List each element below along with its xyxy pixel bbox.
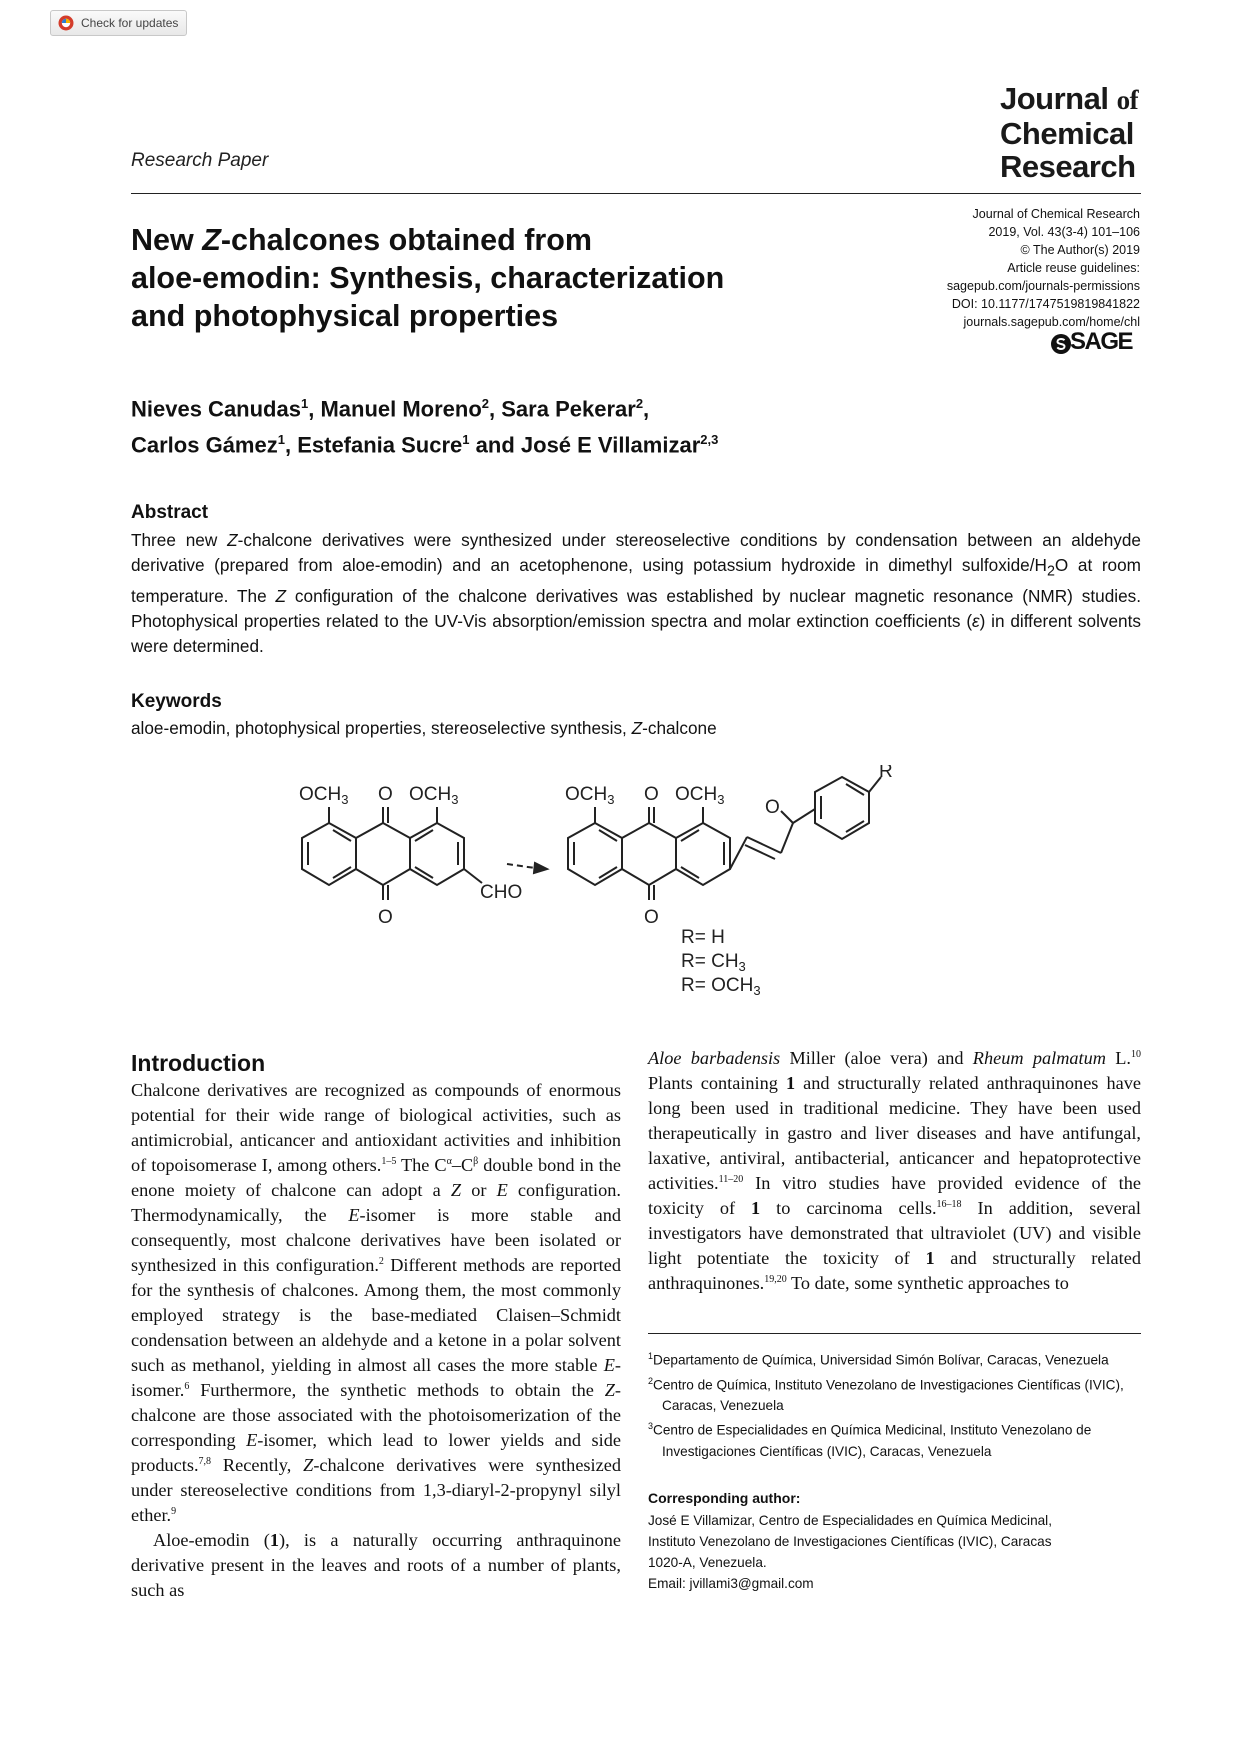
citation[interactable]: 10	[1131, 1048, 1141, 1060]
author-conjunction: and	[475, 432, 515, 458]
label-oxygen: O	[644, 907, 659, 928]
author-affil-sup: 1	[277, 432, 285, 448]
author-list: Nieves Canudas$^1$, Manuel Moreno$^2$, Sara Pekerar$^2$, Carlos Gámez$^1$, Estefania Sucre$^1$ and José E Villamizar$^{2,3}$	[131, 396, 719, 458]
citation[interactable]: 16–18	[936, 1198, 962, 1210]
label-och3: $OCH_3$	[565, 784, 615, 807]
label-oxygen: O	[644, 784, 659, 805]
crossmark-icon	[58, 15, 74, 31]
sage-s-icon	[1050, 333, 1072, 355]
r-substituent-h: R= H	[681, 927, 725, 948]
keywords-italic: Z	[631, 718, 643, 738]
abstract-text: H	[1034, 555, 1047, 575]
intro-paragraph-1: Chalcone derivatives are recognized as compounds of enormous potential for their wide range of biological activities, such as antimicrobial, anticancer and antioxidant activities and inhibition of topoisomerase I, among others.$^{1-5}$ The $C^\alpha-C^\beta$ double bond in the enone moiety of chalcone can adopt a Z or E configuration. Thermodynamically, the E-isomer is more stable and consequently, most chalcone derivatives have been isolated or synthesized in this configuration.$^2$ Different methods are reported for the synthesis of chalcones. Among them, the most commonly employed strategy is the base-mediated Claisen–Schmidt condensation between an aldehyde and a ketone in a polar solvent such as methanol, yielding in almost all cases the more stable E-isomer.$^6$ Furthermore, the synthetic methods to obtain the Z-chalcone are those associated with the photoisomerization of the corresponding E-isomer, which lead to lower yields and side products.$^{7,8}$ Recently, Z-chalcone derivatives were synthesized under stereoselective conditions from 1,3-diaryl-2-propynyl silyl ether.$^9$	[131, 1080, 622, 1525]
abstract-epsilon: ε	[972, 611, 980, 632]
sage-logo	[1050, 328, 1142, 357]
reaction-arrow	[507, 863, 547, 873]
intro-paragraph-2-continued: Aloe barbadensis Miller (aloe vera) and Rheum palmatum L.$^{10}$ Plants containing 1 and structurally related anthraquinones have long been used in traditional medicine. They have been used therapeutically in gastro and liver diseases and have antifungal, laxative, antiviral, antibacterial, anticancer and hepatoprotective activities.$^{11-20}$ In vitro studies have provided evidence of the toxicity of 1 to carcinoma cells.$^{16-18}$ In addition, several investigators have demonstrated that ultraviolet (UV) and visible light potentiate the toxicity of 1 and structurally related anthraquinones.$^{19,20}$ To date, some synthetic approaches to	[648, 1048, 1142, 1293]
keywords-text: -chalcone	[642, 718, 717, 738]
citation[interactable]: 19,20	[764, 1273, 787, 1285]
publisher-name: SAGE	[1070, 328, 1133, 355]
corresponding-line: José E Villamizar, Centro de Especialidades en Química Medicinal,	[648, 1513, 1052, 1528]
journal-logo	[1000, 82, 1142, 183]
header-rule	[131, 193, 1141, 194]
citation[interactable]: 9	[171, 1505, 177, 1517]
introduction-heading: Introduction	[131, 1050, 266, 1076]
label-cho: CHO	[480, 882, 523, 903]
journal-logo-word-2: Chemical	[1000, 116, 1134, 151]
author-affil-sup: 2	[481, 396, 490, 411]
abstract-text: -chalcone derivatives were synthesized under stereoselective conditions by condensation between an aldehyde derivative (prepared from aloe-emodin) and an acetophenone, using potassium hydroxide in dimethyl sulfoxide/	[131, 530, 1141, 575]
author-name: Carlos Gámez	[131, 432, 278, 458]
label-och3: $OCH_3$	[409, 784, 459, 807]
product-labels	[565, 765, 893, 998]
check-for-updates-button[interactable]	[50, 10, 187, 36]
intro-paragraph-2: Aloe-emodin (1), is a naturally occurring anthraquinone derivative present in the leaves and roots of a number of plants, such as	[131, 1530, 621, 1600]
article-type-label: Research Paper	[131, 150, 269, 171]
citation[interactable]: 7,8	[198, 1455, 212, 1467]
reactant-structure	[302, 807, 482, 900]
keywords-heading: Keywords	[131, 691, 222, 712]
title-line-2: aloe-emodin: Synthesis, characterization	[131, 261, 725, 295]
author-name: Nieves Canudas	[131, 396, 301, 422]
r-substituent-ch3: $R= CH_3$	[681, 951, 746, 974]
reaction-scheme-figure	[285, 765, 985, 1010]
author-affil-sup: 1	[300, 396, 309, 411]
abstract-body	[131, 528, 1141, 659]
author-affil-sup: 2	[635, 396, 644, 411]
keywords-list	[131, 716, 1141, 741]
author-affil-sup: 1	[462, 432, 470, 448]
abstract-text: configuration of the chalcone derivatives was established by nuclear magnetic resonance (NMR) studies. Photophysical properties related to the UV-Vis absorption/emission spectra and molar extinction coefficients (	[131, 586, 1141, 632]
body-column-right	[648, 1046, 1141, 1296]
abstract-italic: Z	[227, 530, 238, 550]
author-name: Estefania Sucre	[297, 432, 463, 458]
affiliation-1: $^1$Departamento de Química, Universidad Simón Bolívar, Caracas, Venezuela	[648, 1351, 1109, 1368]
body-column-left	[131, 1078, 621, 1603]
meta-journal: Journal of Chemical Research	[972, 207, 1140, 221]
corresponding-line: 1020-A, Venezuela.	[648, 1555, 767, 1570]
citation[interactable]: 2	[378, 1255, 384, 1267]
affiliations	[648, 1346, 1141, 1462]
affiliation-3: $^3$Centro de Especialidades en Química Medicinal, Instituto Venezolano de Investigaciones Científicas (IVIC), Caracas, Venezuela	[648, 1421, 1092, 1459]
citation[interactable]: 6	[184, 1380, 190, 1392]
abstract-italic: Z	[275, 586, 287, 607]
title-text: -chalcones obtained from	[220, 223, 592, 257]
meta-copyright: © The Author(s) 2019	[1020, 243, 1140, 257]
keywords-text: aloe-emodin, photophysical properties, stereoselective synthesis,	[131, 718, 632, 738]
author-name: Manuel Moreno	[320, 396, 482, 422]
citation[interactable]: 1–5	[381, 1155, 397, 1167]
journal-logo-of: of	[1116, 85, 1139, 115]
citation[interactable]: 11–20	[718, 1173, 744, 1185]
label-oxygen: O	[378, 907, 393, 928]
check-for-updates-label: Check for updates	[81, 16, 179, 30]
corresponding-author-heading: Corresponding author:	[648, 1490, 801, 1506]
footnote-rule	[648, 1333, 1141, 1334]
article-title	[131, 221, 811, 335]
meta-doi[interactable]: DOI: 10.1177/1747519819841822	[951, 297, 1140, 311]
meta-reuse-label: Article reuse guidelines:	[1007, 261, 1140, 275]
label-och3: $OCH_3$	[675, 784, 725, 807]
corresponding-line: Instituto Venezolano de Investigaciones Científicas (IVIC), Caracas	[648, 1534, 1052, 1549]
meta-homepage-link[interactable]: journals.sagepub.com/home/chl	[963, 315, 1140, 329]
label-oxygen: O	[378, 784, 393, 805]
label-carbonyl-oxygen: O	[765, 797, 780, 818]
affiliation-2: $^2$Centro de Química, Instituto Venezolano de Investigaciones Científicas (IVIC), Caracas, Venezuela	[648, 1375, 1124, 1414]
author-affil-sup: 2,3	[700, 432, 719, 448]
author-name: Sara Pekerar	[501, 396, 636, 422]
abstract-heading: Abstract	[131, 502, 209, 523]
product-structure	[568, 777, 881, 900]
meta-permissions-link[interactable]: sagepub.com/journals-permissions	[946, 279, 1140, 293]
corresponding-email[interactable]: Email: jvillami3@gmail.com	[648, 1576, 814, 1591]
label-och3: $OCH_3$	[299, 784, 349, 807]
label-r-group: R	[879, 765, 893, 782]
abstract-text: Three new	[131, 530, 228, 550]
abstract-subscript: 2	[1046, 563, 1055, 580]
title-line-3: and photophysical properties	[131, 299, 559, 333]
journal-logo-word-3: Research	[1000, 149, 1136, 184]
abstract-text: O at room temperature. The	[131, 555, 1141, 607]
r-substituent-och3: $R= OCH_3$	[681, 975, 761, 998]
corresponding-author-details	[648, 1510, 1141, 1594]
title-text: New	[131, 223, 203, 257]
journal-meta	[900, 205, 1140, 331]
meta-volume: 2019, Vol. 43(3-4) 101–106	[988, 225, 1140, 239]
journal-logo-word-1: Journal	[1000, 81, 1109, 116]
title-italic-z: Z	[202, 223, 221, 257]
author-name: José E Villamizar	[520, 432, 701, 458]
abstract-text: ) in different solvents were determined.	[131, 611, 1141, 657]
